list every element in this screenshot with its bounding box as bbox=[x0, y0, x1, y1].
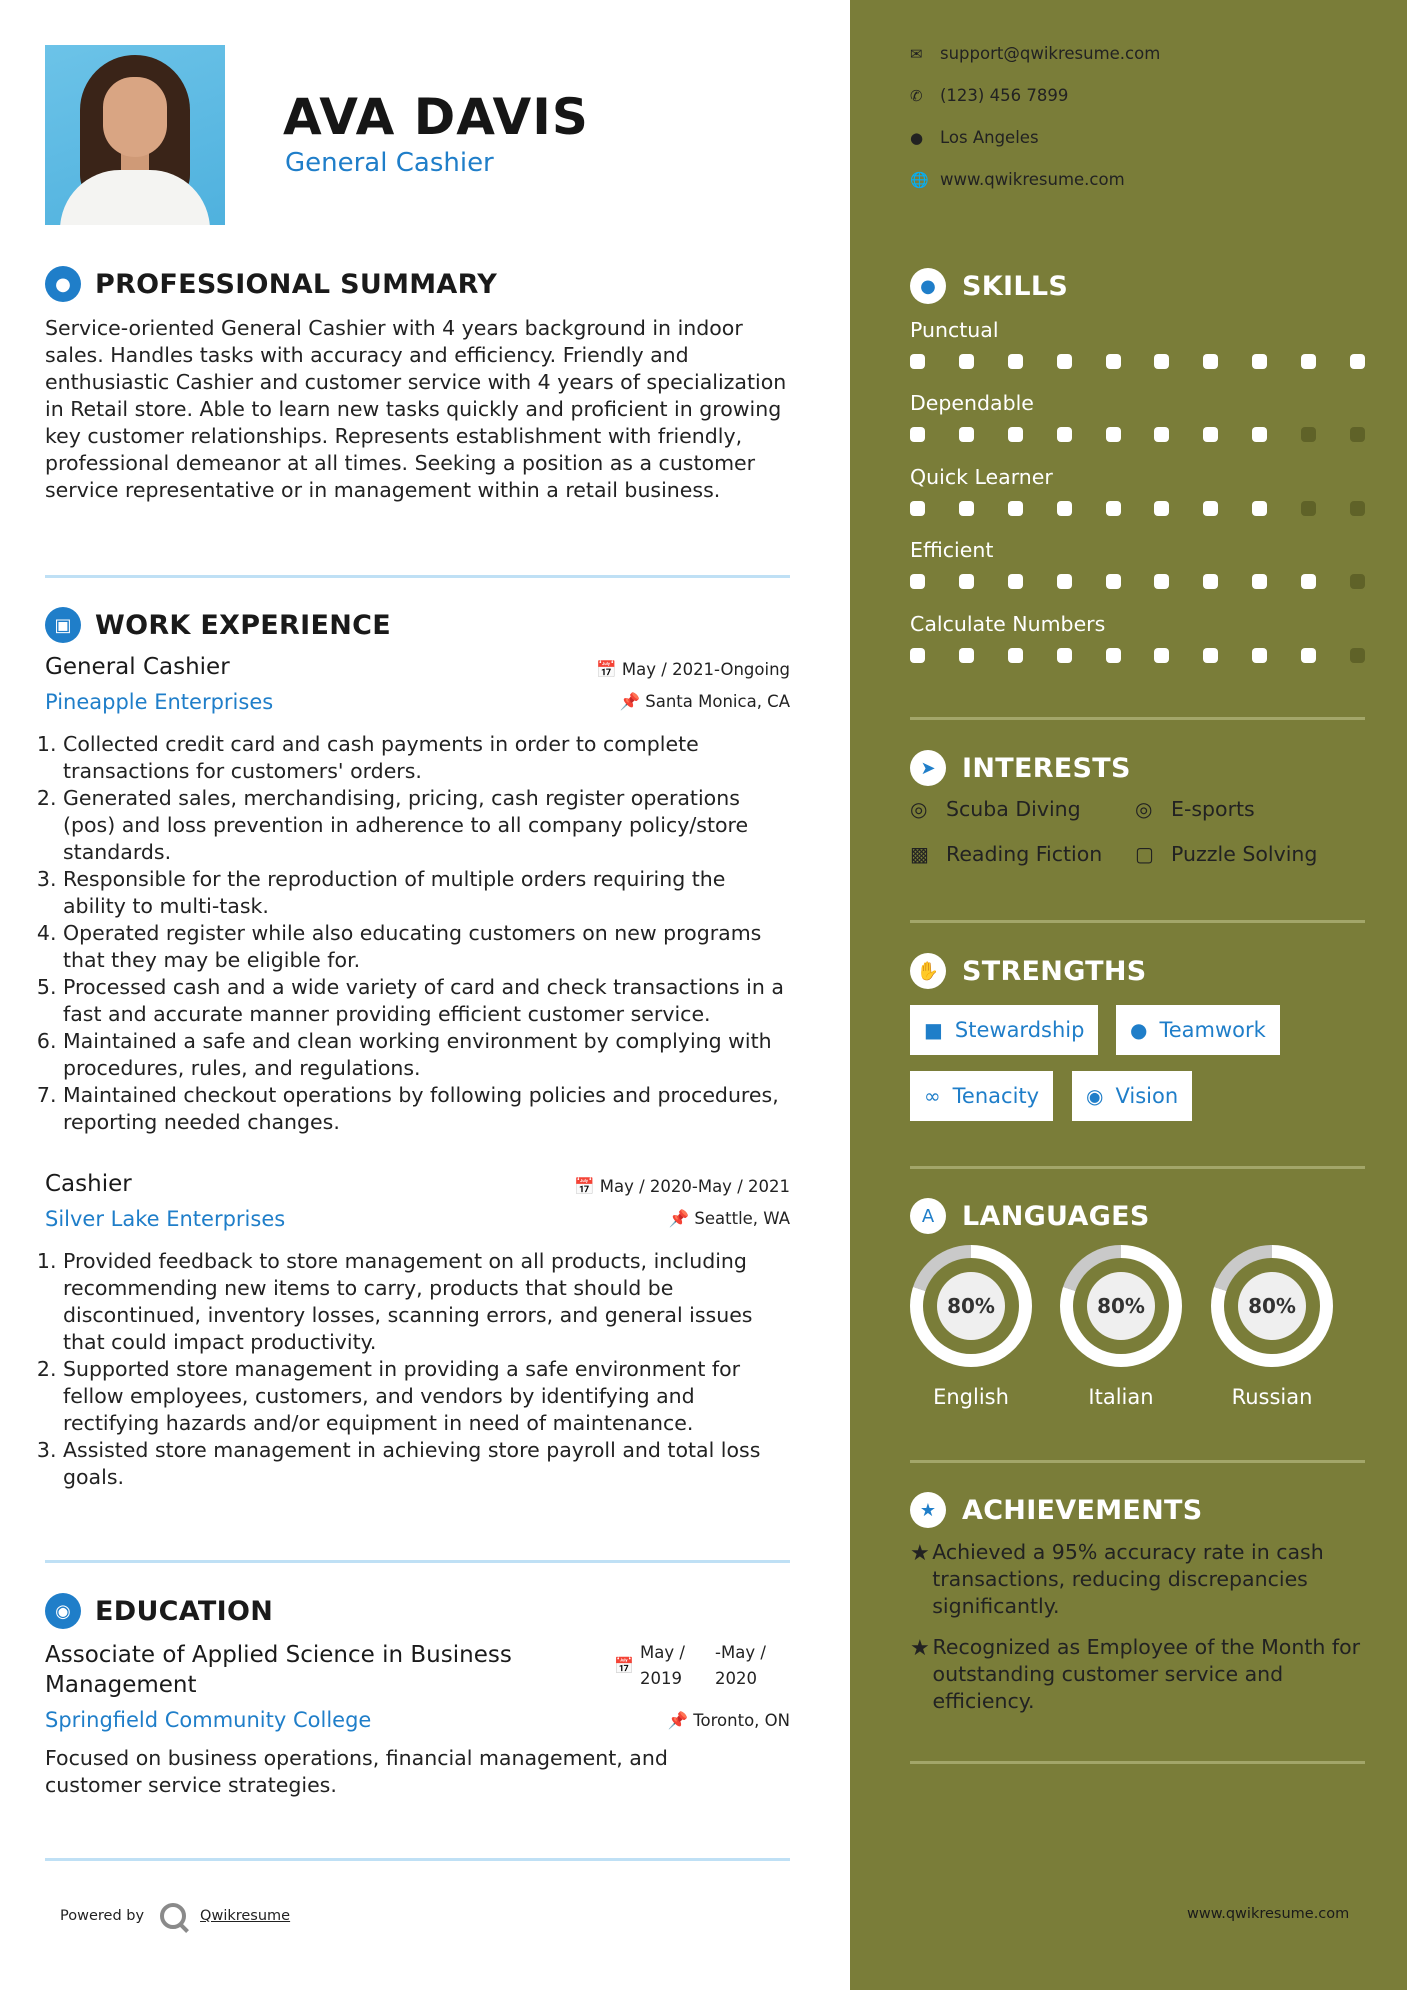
strength-badge: ∞ Tenacity bbox=[910, 1071, 1053, 1121]
degree-title: Associate of Applied Science in Business Management bbox=[45, 1642, 512, 1698]
strength-badge: ◉ Vision bbox=[1072, 1071, 1192, 1121]
rating-dot bbox=[959, 354, 974, 369]
rating-dot bbox=[1203, 354, 1218, 369]
footer-website[interactable]: www.qwikresume.com bbox=[1187, 1906, 1350, 1922]
education-start-date: May / 2019 bbox=[640, 1643, 685, 1688]
skill-rating bbox=[910, 427, 1365, 442]
rating-dot bbox=[1252, 427, 1267, 442]
rating-dot bbox=[1203, 501, 1218, 516]
education-end-date: -May / 2020 bbox=[715, 1643, 766, 1688]
job-entry bbox=[45, 1171, 790, 1491]
rating-dot bbox=[1057, 354, 1072, 369]
summary-heading bbox=[45, 266, 497, 302]
contact-phone[interactable]: ✆ (123) 456 7899 bbox=[910, 86, 1069, 105]
skill-rating bbox=[910, 574, 1365, 589]
summary-title: PROFESSIONAL SUMMARY bbox=[95, 268, 498, 300]
skills-heading: ● SKILLS bbox=[910, 268, 1068, 304]
rating-dot bbox=[1057, 427, 1072, 442]
book-icon: ▢ bbox=[1135, 842, 1154, 866]
job-date: 📅 May / 2021-Ongoing bbox=[596, 660, 790, 679]
users-icon: ● bbox=[1130, 1018, 1148, 1042]
rating-dot bbox=[1057, 574, 1072, 589]
rating-dot bbox=[959, 574, 974, 589]
rating-dot bbox=[910, 427, 925, 442]
skill-rating bbox=[910, 648, 1365, 663]
list-item: 6. Maintained a safe and clean working environment by complying with procedures, rules, and regulations. bbox=[63, 1028, 790, 1082]
rating-dot bbox=[1350, 354, 1365, 369]
rating-dot bbox=[1106, 501, 1121, 516]
rating-dot bbox=[1106, 354, 1121, 369]
divider bbox=[45, 1560, 790, 1563]
list-item: 3. Assisted store management in achieving store payroll and total loss goals. bbox=[63, 1437, 790, 1491]
interest-item: ◎ E-sports bbox=[1135, 797, 1255, 821]
list-item: 2. Supported store management in providing a safe environment for fellow employees, customers, and vendors by identifying and rectifying hazards and/or equipment in need of maintenance. bbox=[63, 1356, 790, 1437]
job-company: Pineapple Enterprises bbox=[45, 690, 274, 714]
rating-dot bbox=[1301, 354, 1316, 369]
rating-dot bbox=[1301, 648, 1316, 663]
language-icon: A bbox=[910, 1198, 946, 1234]
pin-icon: 📌 bbox=[667, 1711, 689, 1730]
divider bbox=[910, 1460, 1365, 1463]
envelope-icon: ✉ bbox=[910, 44, 923, 63]
language-progress-ring: 80% bbox=[1211, 1245, 1333, 1367]
list-item: 5. Processed cash and a wide variety of card and check transactions in a fast and accurate manner providing efficient customer service. bbox=[63, 974, 790, 1028]
rating-dot bbox=[910, 501, 925, 516]
divider bbox=[910, 920, 1365, 923]
rating-dot bbox=[1154, 501, 1169, 516]
skill-name: Punctual bbox=[910, 318, 999, 342]
graduate-icon: ◉ bbox=[45, 1593, 81, 1629]
rating-dot bbox=[1203, 648, 1218, 663]
rating-dot bbox=[1154, 574, 1169, 589]
contact-email[interactable]: ✉ support@qwikresume.com bbox=[910, 44, 1161, 63]
list-item: 4. Operated register while also educating customers on new programs that they may be eligible for. bbox=[63, 920, 790, 974]
education-description: Focused on business operations, financial management, and customer service strategies. bbox=[45, 1746, 668, 1797]
calendar-icon: 📅 bbox=[614, 1656, 634, 1675]
strengths-heading: ✋ STRENGTHS bbox=[910, 953, 1147, 989]
interest-item: ◎ Scuba Diving bbox=[910, 797, 1081, 821]
achievement-item: ★ Recognized as Employee of the Month for outstanding customer service and efficiency. bbox=[910, 1635, 1361, 1713]
briefcase-icon: ■ bbox=[924, 1018, 943, 1042]
life-ring-icon: ◎ bbox=[1135, 797, 1153, 821]
rating-dot bbox=[1252, 501, 1267, 516]
qwikresume-link[interactable]: Qwikresume bbox=[200, 1908, 291, 1924]
contact-website[interactable]: 🌐 www.qwikresume.com bbox=[910, 170, 1125, 189]
language-item: 80% Italian bbox=[1060, 1245, 1182, 1409]
interest-item: ▢ Puzzle Solving bbox=[1135, 842, 1318, 866]
job-date: 📅 May / 2020-May / 2021 bbox=[573, 1177, 790, 1196]
skill-name: Dependable bbox=[910, 391, 1034, 415]
rating-dot bbox=[910, 574, 925, 589]
profile-photo bbox=[45, 45, 225, 225]
education-heading bbox=[45, 1593, 273, 1629]
rating-dot bbox=[1203, 427, 1218, 442]
list-item: 2. Generated sales, merchandising, pricing, cash register operations (pos) and loss prevention in adherence to all company policy/store standards. bbox=[63, 785, 790, 866]
education-title: EDUCATION bbox=[95, 1595, 274, 1627]
powered-by-label: Powered by bbox=[60, 1908, 145, 1924]
summary-text: Service-oriented General Cashier with 4 years background in indoor sales. Handles tasks with accuracy and efficiency. Friendly and enthusiastic Cashier and customer service with 4 years of specialization in Retail store. Able to learn new tasks quickly and proficient in growing key customer relationships. Represents establishment with friendly, professional demeanor at all times. Seeking a position as a customer service representative or in management within a retail business. bbox=[45, 316, 787, 502]
school-name: Springfield Community College bbox=[45, 1708, 372, 1732]
list-item: 1. Collected credit card and cash payments in order to complete transactions for customers' orders. bbox=[63, 731, 790, 785]
binoculars-icon: ◉ bbox=[1086, 1084, 1104, 1108]
divider bbox=[910, 1761, 1365, 1764]
pin-icon: 📌 bbox=[668, 1209, 690, 1228]
language-progress-ring: 80% bbox=[910, 1245, 1032, 1367]
divider bbox=[910, 1166, 1365, 1169]
rating-dot bbox=[1154, 427, 1169, 442]
rating-dot bbox=[959, 501, 974, 516]
life-ring-icon: ◎ bbox=[910, 797, 928, 821]
rating-dot bbox=[959, 427, 974, 442]
language-item: 80% English bbox=[910, 1245, 1032, 1409]
rating-dot bbox=[1057, 648, 1072, 663]
rating-dot bbox=[1203, 574, 1218, 589]
rating-dot bbox=[910, 648, 925, 663]
pin-icon: 📌 bbox=[619, 692, 641, 711]
lightbulb-icon: ● bbox=[910, 268, 946, 304]
list-item: 1. Provided feedback to store management on all products, including recommending new items to carry, products that should be discontinued, inventory losses, scanning errors, and general issues that could impact productivity. bbox=[63, 1248, 790, 1356]
shooting-star-icon: ★ bbox=[910, 1636, 930, 1661]
job-bullets bbox=[45, 1248, 790, 1491]
link-icon: ∞ bbox=[924, 1084, 941, 1108]
calendar-icon: 📅 bbox=[573, 1177, 595, 1196]
rating-dot bbox=[1252, 574, 1267, 589]
user-icon: ● bbox=[45, 266, 81, 302]
rating-dot bbox=[959, 648, 974, 663]
candidate-name: AVA DAVIS bbox=[283, 88, 589, 146]
rating-dot bbox=[1350, 574, 1365, 589]
rating-dot bbox=[1008, 648, 1023, 663]
job-location: 📌 Santa Monica, CA bbox=[619, 692, 790, 711]
rating-dot bbox=[1154, 354, 1169, 369]
language-item: 80% Russian bbox=[1211, 1245, 1333, 1409]
list-item: 7. Maintained checkout operations by following policies and procedures, reporting needed changes. bbox=[63, 1082, 790, 1136]
list-item: 3. Responsible for the reproduction of multiple orders requiring the ability to multi-task. bbox=[63, 866, 790, 920]
job-title: Cashier bbox=[45, 1171, 132, 1197]
rating-dot bbox=[1154, 648, 1169, 663]
rating-dot bbox=[1008, 501, 1023, 516]
job-entry bbox=[45, 654, 790, 1136]
fist-icon: ✋ bbox=[910, 953, 946, 989]
phone-icon: ✆ bbox=[910, 86, 923, 105]
rating-dot bbox=[1301, 574, 1316, 589]
contact-location: ● Los Angeles bbox=[910, 128, 1039, 147]
achievement-item: ★ Achieved a 95% accuracy rate in cash transactions, reducing discrepancies significantly. bbox=[910, 1540, 1324, 1618]
rating-dot bbox=[1008, 574, 1023, 589]
rating-dot bbox=[1057, 501, 1072, 516]
divider bbox=[910, 717, 1365, 720]
rating-dot bbox=[1350, 427, 1365, 442]
languages-heading: A LANGUAGES bbox=[910, 1198, 1150, 1234]
rating-dot bbox=[1350, 501, 1365, 516]
skill-rating bbox=[910, 354, 1365, 369]
divider bbox=[45, 575, 790, 578]
experience-title: WORK EXPERIENCE bbox=[95, 609, 391, 641]
rating-dot bbox=[1301, 427, 1316, 442]
gamepad-icon: ▩ bbox=[910, 842, 929, 866]
calendar-icon: 📅 bbox=[596, 660, 617, 679]
candidate-title: General Cashier bbox=[285, 148, 494, 178]
rating-dot bbox=[1252, 648, 1267, 663]
job-location: 📌 Seattle, WA bbox=[668, 1209, 790, 1228]
shooting-star-icon: ★ bbox=[910, 1541, 930, 1566]
skill-name: Efficient bbox=[910, 538, 994, 562]
skill-rating bbox=[910, 501, 1365, 516]
job-title: General Cashier bbox=[45, 654, 230, 680]
powered-by bbox=[60, 1903, 290, 1929]
achievements-heading: ★ ACHIEVEMENTS bbox=[910, 1492, 1203, 1528]
rating-dot bbox=[1252, 354, 1267, 369]
rating-dot bbox=[1106, 574, 1121, 589]
rating-dot bbox=[1106, 648, 1121, 663]
divider bbox=[45, 1858, 790, 1861]
paper-plane-icon: ➤ bbox=[910, 750, 946, 786]
job-company: Silver Lake Enterprises bbox=[45, 1207, 286, 1231]
education-location: 📌 Toronto, ON bbox=[667, 1711, 790, 1730]
interests-heading: ➤ INTERESTS bbox=[910, 750, 1131, 786]
rating-dot bbox=[910, 354, 925, 369]
rating-dot bbox=[1106, 427, 1121, 442]
star-badge-icon: ★ bbox=[910, 1492, 946, 1528]
interest-item: ▩ Reading Fiction bbox=[910, 842, 1103, 866]
rating-dot bbox=[1350, 648, 1365, 663]
map-marker-icon: ● bbox=[910, 128, 924, 147]
rating-dot bbox=[1008, 354, 1023, 369]
skill-name: Quick Learner bbox=[910, 465, 1053, 489]
experience-heading bbox=[45, 607, 391, 643]
qwikresume-logo-icon bbox=[160, 1903, 186, 1929]
skill-name: Calculate Numbers bbox=[910, 612, 1106, 636]
office-chair-icon: ▣ bbox=[45, 607, 81, 643]
rating-dot bbox=[1008, 427, 1023, 442]
globe-icon: 🌐 bbox=[910, 170, 929, 189]
rating-dot bbox=[1301, 501, 1316, 516]
job-bullets bbox=[45, 731, 790, 1136]
strength-badge: ■ Stewardship bbox=[910, 1005, 1098, 1055]
language-progress-ring: 80% bbox=[1060, 1245, 1182, 1367]
strength-badge: ● Teamwork bbox=[1116, 1005, 1280, 1055]
